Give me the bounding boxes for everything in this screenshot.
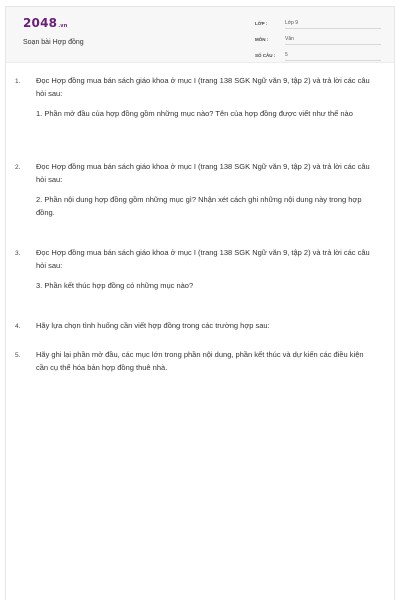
meta-value-class: Lớp 9 [285, 20, 381, 29]
meta-info [255, 19, 383, 67]
meta-row-subject [255, 35, 383, 51]
question-text: Đọc Hợp đồng mua bán sách giáo khoa ở mục I (trang 138 SGK Ngữ văn 9, tập 2) và trả lời các câu hỏi sau: [36, 248, 370, 270]
meta-label-class: LỚP : [255, 21, 268, 26]
question-text: Hãy lựa chọn tình huống cần viết hợp đồng trong các trường hợp sau: [36, 321, 270, 330]
question-subtext: 2. Phần nội dung hợp đồng gồm những mục gì? Nhận xét cách ghi những nội dung này trong hợp đồng. [36, 195, 362, 217]
question-list [15, 75, 375, 389]
logo-main-text: 2048 [23, 16, 58, 30]
question-number: 5. [15, 352, 21, 359]
question-number: 2. [15, 164, 21, 171]
question-item [15, 161, 375, 247]
question-number: 1. [15, 78, 21, 85]
question-item [15, 247, 375, 320]
meta-value-count: 5 [285, 52, 381, 61]
meta-row-count [255, 51, 383, 67]
meta-label-subject: MÔN : [255, 37, 269, 42]
meta-row-class [255, 19, 383, 35]
question-text: Đọc Hợp đồng mua bán sách giáo khoa ở mục I (trang 138 SGK Ngữ văn 9, tập 2) và trả lời các câu hỏi sau: [36, 162, 370, 184]
question-subtext: 1. Phần mở đầu của hợp đồng gồm những mục nào? Tên của hợp đồng được viết như thế nào [36, 109, 353, 118]
question-number: 3. [15, 250, 21, 257]
meta-value-subject: Văn [285, 36, 381, 45]
document-title: Soạn bài Hợp đồng [23, 39, 84, 46]
question-item [15, 349, 375, 389]
question-text: Đọc Hợp đồng mua bán sách giáo khoa ở mục I (trang 138 SGK Ngữ văn 9, tập 2) và trả lời các câu hỏi sau: [36, 76, 370, 98]
question-text: Hãy ghi lại phần mở đầu, các mục lớn trong phần nội dung, phần kết thúc và dự kiến các điều kiện cần cụ thể hóa bản hợp đồng thuê nhà. [36, 350, 364, 372]
meta-label-count: SỐ CÂU : [255, 53, 276, 58]
logo-tld-text: .vn [58, 23, 68, 29]
question-item [15, 75, 375, 161]
site-logo[interactable] [23, 16, 68, 33]
question-number: 4. [15, 323, 21, 330]
worksheet-header [6, 7, 394, 63]
question-item [15, 320, 375, 349]
question-subtext: 3. Phần kết thúc hợp đồng có những mục nào? [36, 281, 194, 290]
